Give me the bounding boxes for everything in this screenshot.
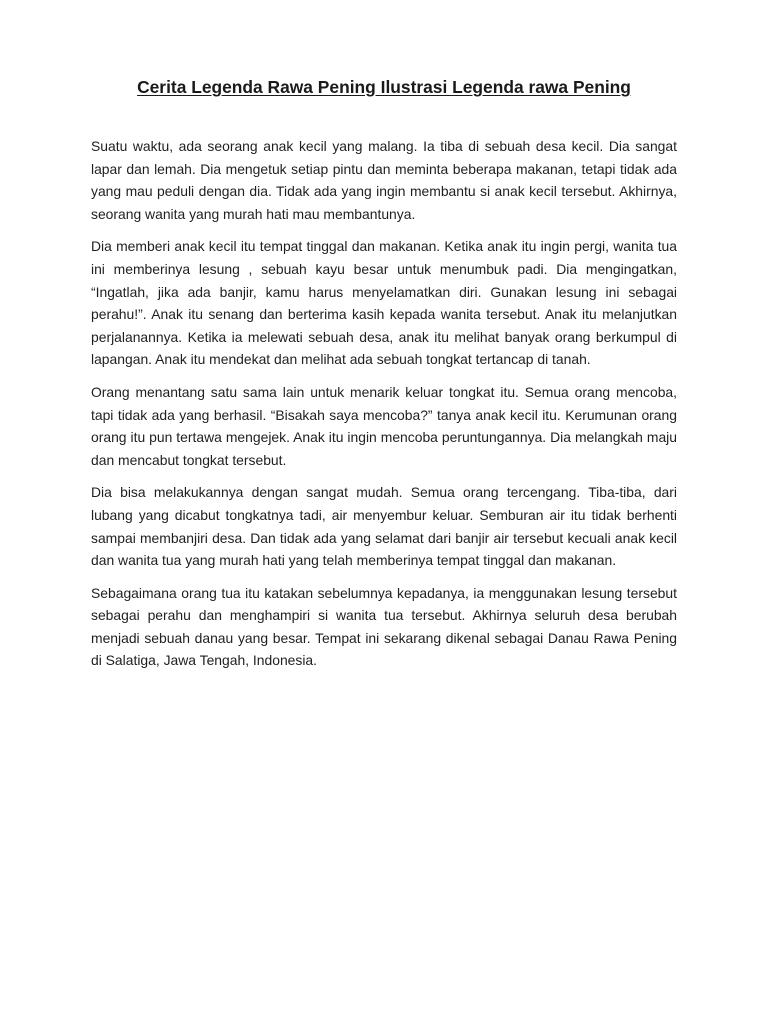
document-body (91, 135, 677, 682)
paragraph-5: Sebagaimana orang tua itu katakan sebelumnya kepadanya, ia menggunakan lesung tersebut sebagai perahu dan menghampiri si wanita tua tersebut. Akhirnya seluruh desa berubah menjadi sebuah danau yang besar. Tempat ini sekarang dikenal sebagai Danau Rawa Pening di Salatiga, Jawa Tengah, Indonesia. (91, 584, 677, 669)
paragraph-4: Dia bisa melakukannya dengan sangat mudah. Semua orang tercengang. Tiba-tiba, dari lubang yang dicabut tongkatnya tadi, air menyembur keluar. Semburan air itu tidak berhenti sampai membanjiri desa. Dan tidak ada yang selamat dari banjir air tersebut kecuali anak kecil dan wanita tua yang murah hati yang telah memberinya tempat tinggal dan makanan. (91, 484, 677, 569)
document-title: Cerita Legenda Rawa Pening Ilustrasi Legenda rawa Pening (137, 77, 631, 97)
paragraph-2: Dia memberi anak kecil itu tempat tinggal dan makanan. Ketika anak itu ingin pergi, wanita tua ini memberinya lesung , sebuah kayu besar untuk menumbuk padi. Dia mengingatkan, “Ingatlah, jika ada banjir, kamu harus menyelamatkan diri. Gunakan lesung ini sebagai perahu!”. Anak itu senang dan berterima kasih kepada wanita tersebut. Anak itu melanjutkan perjalanannya. Ketika ia melewati sebuah desa, anak itu melihat banyak orang berkumpul di lapangan. Anak itu mendekat dan melihat ada sebuah tongkat tertancap di tanah. (91, 238, 677, 368)
paragraph-1: Suatu waktu, ada seorang anak kecil yang malang. Ia tiba di sebuah desa kecil. Dia sangat lapar dan lemah. Dia mengetuk setiap pintu dan meminta beberapa makanan, tetapi tidak ada yang mau peduli dengan dia. Tidak ada yang ingin membantu si anak kecil tersebut. Akhirnya, seorang wanita yang murah hati mau membantunya. (91, 138, 677, 222)
paragraph-3: Orang menantang satu sama lain untuk menarik keluar tongkat itu. Semua orang mencoba, tapi tidak ada yang berhasil. “Bisakah saya mencoba?” tanya anak kecil itu. Kerumunan orang orang itu pun tertawa mengejek. Anak itu ingin mencoba peruntungannya. Dia melangkah maju dan mencabut tongkat tersebut. (91, 383, 677, 468)
